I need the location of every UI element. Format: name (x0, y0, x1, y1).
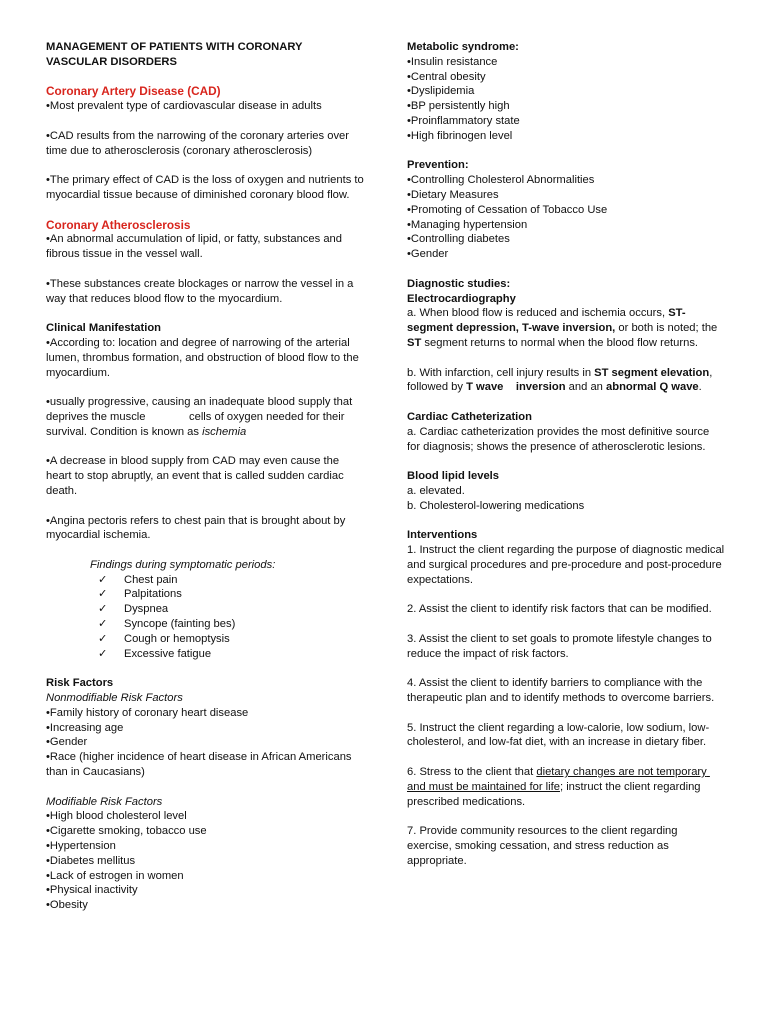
intervention-7: 7. Provide community resources to the client regarding exercise, smoking cessation, and stress reduction as appropriate. (407, 825, 681, 867)
list-item: •Obesity (46, 899, 88, 912)
right-column (407, 40, 728, 869)
check-icon: ✓ (98, 632, 108, 645)
check-icon: ✓ (98, 573, 108, 586)
list-item: •Race (higher incidence of heart disease in African Americans than in Caucasians) (46, 751, 355, 779)
lipid-item: b. Cholesterol-lowering medications (407, 499, 585, 512)
list-item: •Insulin resistance (407, 55, 498, 68)
intervention-5: 5. Instruct the client regarding a low-calorie, low sodium, low-cholesterol, and low-fat diet, with an increase in dietary fiber. (407, 721, 710, 749)
lipid-item: a. elevated. (407, 484, 465, 497)
check-icon: ✓ (98, 603, 108, 616)
list-item: •Lack of estrogen in women (46, 869, 184, 882)
check-icon: ✓ (98, 588, 108, 601)
list-item: •High fibrinogen level (407, 129, 513, 142)
catheterization-heading: Cardiac Catheterization (407, 410, 532, 423)
list-item: •Controlling Cholesterol Abnormalities (407, 174, 595, 187)
intervention-2: 2. Assist the client to identify risk factors that can be modified. (407, 603, 712, 616)
document-title: MANAGEMENT OF PATIENTS WITH CORONARY VASCULAR DISORDERS (46, 41, 306, 68)
risk-factors-heading: Risk Factors (46, 677, 114, 690)
clinical-paragraph-3: •A decrease in blood supply from CAD may even cause the heart to stop abruptly, an event that is called sudden cardiac death. (46, 455, 347, 497)
clinical-paragraph-4: •Angina pectoris refers to chest pain that is brought about by myocardial ischemia. (46, 514, 349, 542)
intervention-3: 3. Assist the client to set goals to promote lifestyle changes to reduce the impact of risk factors. (407, 632, 715, 660)
list-item: •Central obesity (407, 70, 486, 83)
list-item: •Dyslipidemia (407, 85, 475, 98)
atherosclerosis-paragraph-1: •An abnormal accumulation of lipid, or fatty, substances and fibrous tissue in the vessel wall. (46, 233, 346, 261)
list-item: •Hypertension (46, 840, 116, 853)
finding-item: ✓ Excessive fatigue (98, 647, 212, 660)
finding-item: ✓ Dyspnea (98, 603, 169, 616)
atherosclerosis-heading: Coronary Atherosclerosis (46, 217, 191, 232)
underlined-emphasis: dietary changes are not temporary and must be maintained for life (407, 766, 710, 793)
check-icon: ✓ (98, 647, 108, 660)
modifiable-heading: Modifiable Risk Factors (46, 795, 163, 808)
check-icon: ✓ (98, 618, 108, 631)
list-item: •Cigarette smoking, tobacco use (46, 825, 207, 838)
interventions-heading: Interventions (407, 529, 478, 542)
clinical-paragraph-2-text: •usually progressive, causing an inadequate blood supply that deprives the muscle cells of oxygen needed for their survival. Condition is known as (46, 396, 356, 438)
list-item: •Gender (46, 736, 88, 749)
findings-heading: Findings during symptomatic periods: (90, 558, 276, 571)
list-item: •Increasing age (46, 721, 124, 734)
list-item: •Dietary Measures (407, 188, 499, 201)
ischemia-term: ischemia (202, 425, 247, 438)
left-column (46, 40, 367, 913)
list-item: •Family history of coronary heart disease (46, 706, 249, 719)
nonmodifiable-heading: Nonmodifiable Risk Factors (46, 692, 183, 705)
catheterization-paragraph: a. Cardiac catheterization provides the most definitive source for diagnosis; shows the presence of atherosclerotic lesions. (407, 425, 713, 453)
finding-item: ✓ Syncope (fainting bes) (98, 618, 236, 631)
list-item: •Controlling diabetes (407, 233, 510, 246)
atherosclerosis-paragraph-2: •These substances create blockages or narrow the vessel in a way that reduces blood flow to the myocardium. (46, 277, 357, 305)
intervention-4: 4. Assist the client to identify barriers to compliance with the therapeutic plan and to identify methods to overcome barriers. (407, 677, 715, 705)
list-item: •Gender (407, 248, 449, 261)
finding-item: ✓ Palpitations (98, 588, 182, 601)
intervention-6: 6. Stress to the client that dietary changes are not temporary and must be maintained for life; instruct the client regarding prescribed medications. (407, 766, 710, 808)
ecg-paragraph-a: a. When blood flow is reduced and ischemia occurs, ST-segment depression, T-wave inversion, or both is noted; the ST segment returns to normal when the blood flow returns. (407, 307, 721, 349)
list-item: •Physical inactivity (46, 884, 138, 897)
clinical-paragraph-2 (46, 395, 364, 439)
list-item: •Promoting of Cessation of Tobacco Use (407, 203, 608, 216)
cad-paragraph-1: •Most prevalent type of cardiovascular disease in adults (46, 100, 322, 113)
prevention-heading: Prevention: (407, 159, 469, 172)
ecg-heading: Electrocardiography (407, 292, 516, 305)
cad-paragraph-2: •CAD results from the narrowing of the coronary arteries over time due to atherosclerosis (coronary atherosclerosis) (46, 129, 353, 157)
metabolic-heading: Metabolic syndrome: (407, 41, 519, 53)
findings-list (46, 573, 364, 662)
finding-item: ✓ Cough or hemoptysis (98, 632, 230, 645)
intervention-1: 1. Instruct the client regarding the purpose of diagnostic medical and surgical procedures and pre-procedure and post-procedure expectations. (407, 544, 728, 586)
list-item: •BP persistently high (407, 100, 510, 113)
ecg-paragraph-b: b. With infarction, cell injury results in ST segment elevation, followed by T wave inversion and an abnormal Q wave. (407, 366, 716, 394)
diagnostic-heading: Diagnostic studies: (407, 277, 511, 290)
finding-item: ✓ Chest pain (98, 573, 178, 586)
list-item: •Managing hypertension (407, 218, 528, 231)
clinical-paragraph-1: •According to: location and degree of narrowing of the arterial lumen, thrombus formation, and obstruction of blood flow to the myocardium. (46, 336, 362, 379)
list-item: •Diabetes mellitus (46, 854, 136, 867)
cad-paragraph-3: •The primary effect of CAD is the loss of oxygen and nutrients to myocardial tissue because of diminished coronary blood flow. (46, 174, 367, 201)
clinical-manifestation-heading: Clinical Manifestation (46, 322, 161, 335)
list-item: •High blood cholesterol level (46, 810, 187, 823)
list-item: •Proinflammatory state (407, 114, 520, 127)
lipid-heading: Blood lipid levels (407, 470, 500, 483)
cad-heading: Coronary Artery Disease (CAD) (46, 84, 221, 99)
